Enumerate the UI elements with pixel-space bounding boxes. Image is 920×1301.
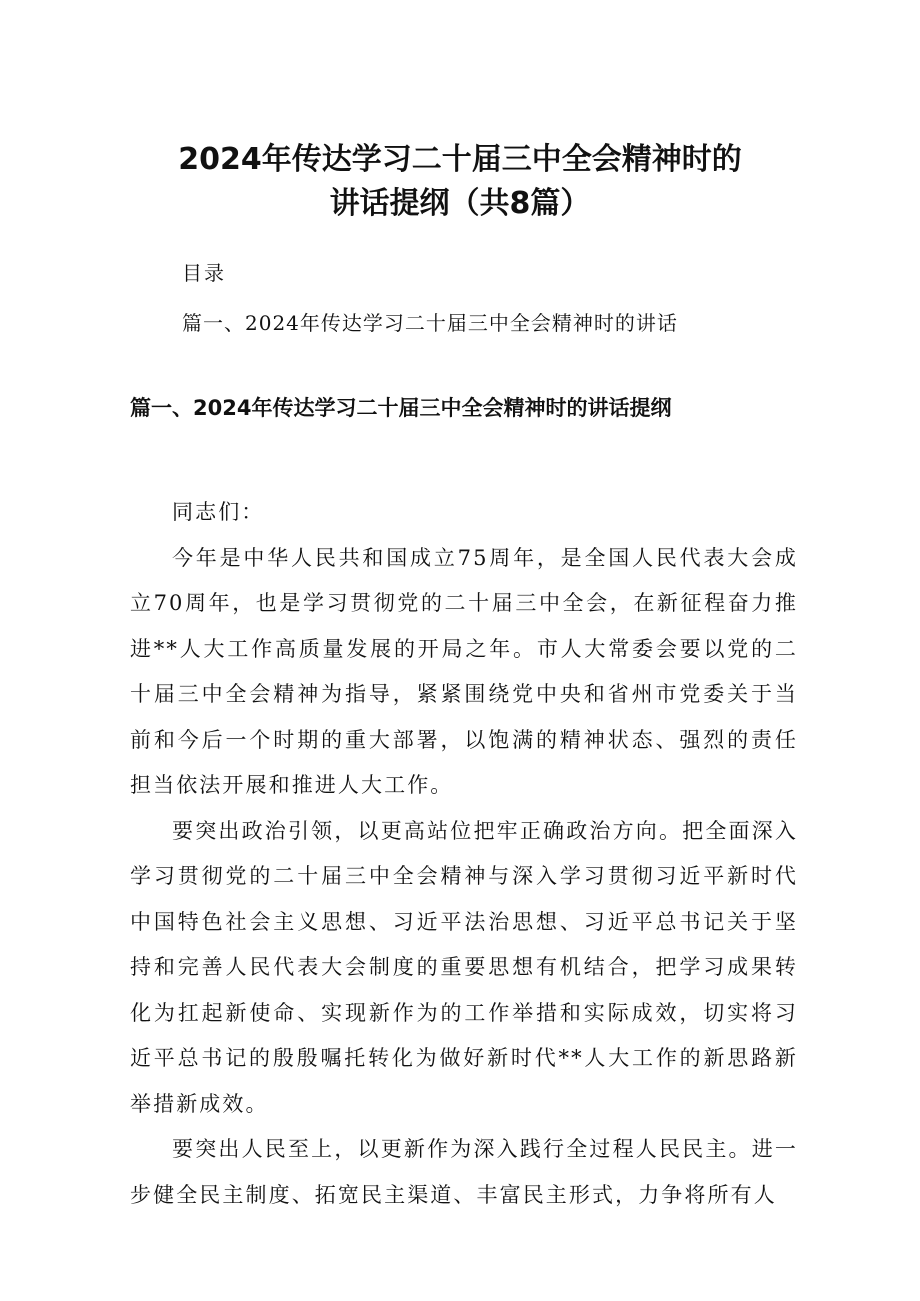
paragraph-2: 要突出政治引领，以更高站位把牢正确政治方向。把全面深入学习贯彻党的二十届三中全会精神与深入学习贯彻习近平新时代中国特色社会主义思想、习近平法治思想、习近平总书记关于坚持和完善人民代表大会制度的重要思想有机结合，把学习成果转化为扛起新使命、实现新作为的工作举措和实际成效，切实将习近平总书记的殷殷嘱托转化为做好新时代**人大工作的新思路新举措新成效。 <box>130 818 798 1116</box>
salutation: 同志们： <box>172 500 265 524</box>
toc-item-1[interactable]: 篇一、2024年传达学习二十届三中全会精神时的讲话 <box>182 311 678 335</box>
paragraph-1: 今年是中华人民共和国成立75周年，是全国人民代表大会成立70周年，也是学习贯彻党的二十届三中全会，在新征程奋力推进**人大工作高质量发展的开局之年。市人大常委会要以党的二十届三中全会精神为指导，紧紧围绕党中央和省州市党委关于当前和今后一个时期的重大部署，以饱满的精神状态、强烈的责任担当依法开展和推进人大工作。 <box>130 545 798 797</box>
document-title-line-2: 讲话提纲（共8篇） <box>329 186 591 221</box>
body-text <box>130 490 798 1218</box>
paragraph-3: 要突出人民至上，以更新作为深入践行全过程人民民主。进一步健全民主制度、拓宽民主渠道、丰富民主形式，力争将所有人 <box>130 1137 798 1207</box>
section-heading: 篇一、2024年传达学习二十届三中全会精神时的讲话提纲 <box>130 396 672 420</box>
document-title-line-1: 2024年传达学习二十届三中全会精神时的 <box>178 142 742 177</box>
toc-label: 目录 <box>182 261 226 285</box>
